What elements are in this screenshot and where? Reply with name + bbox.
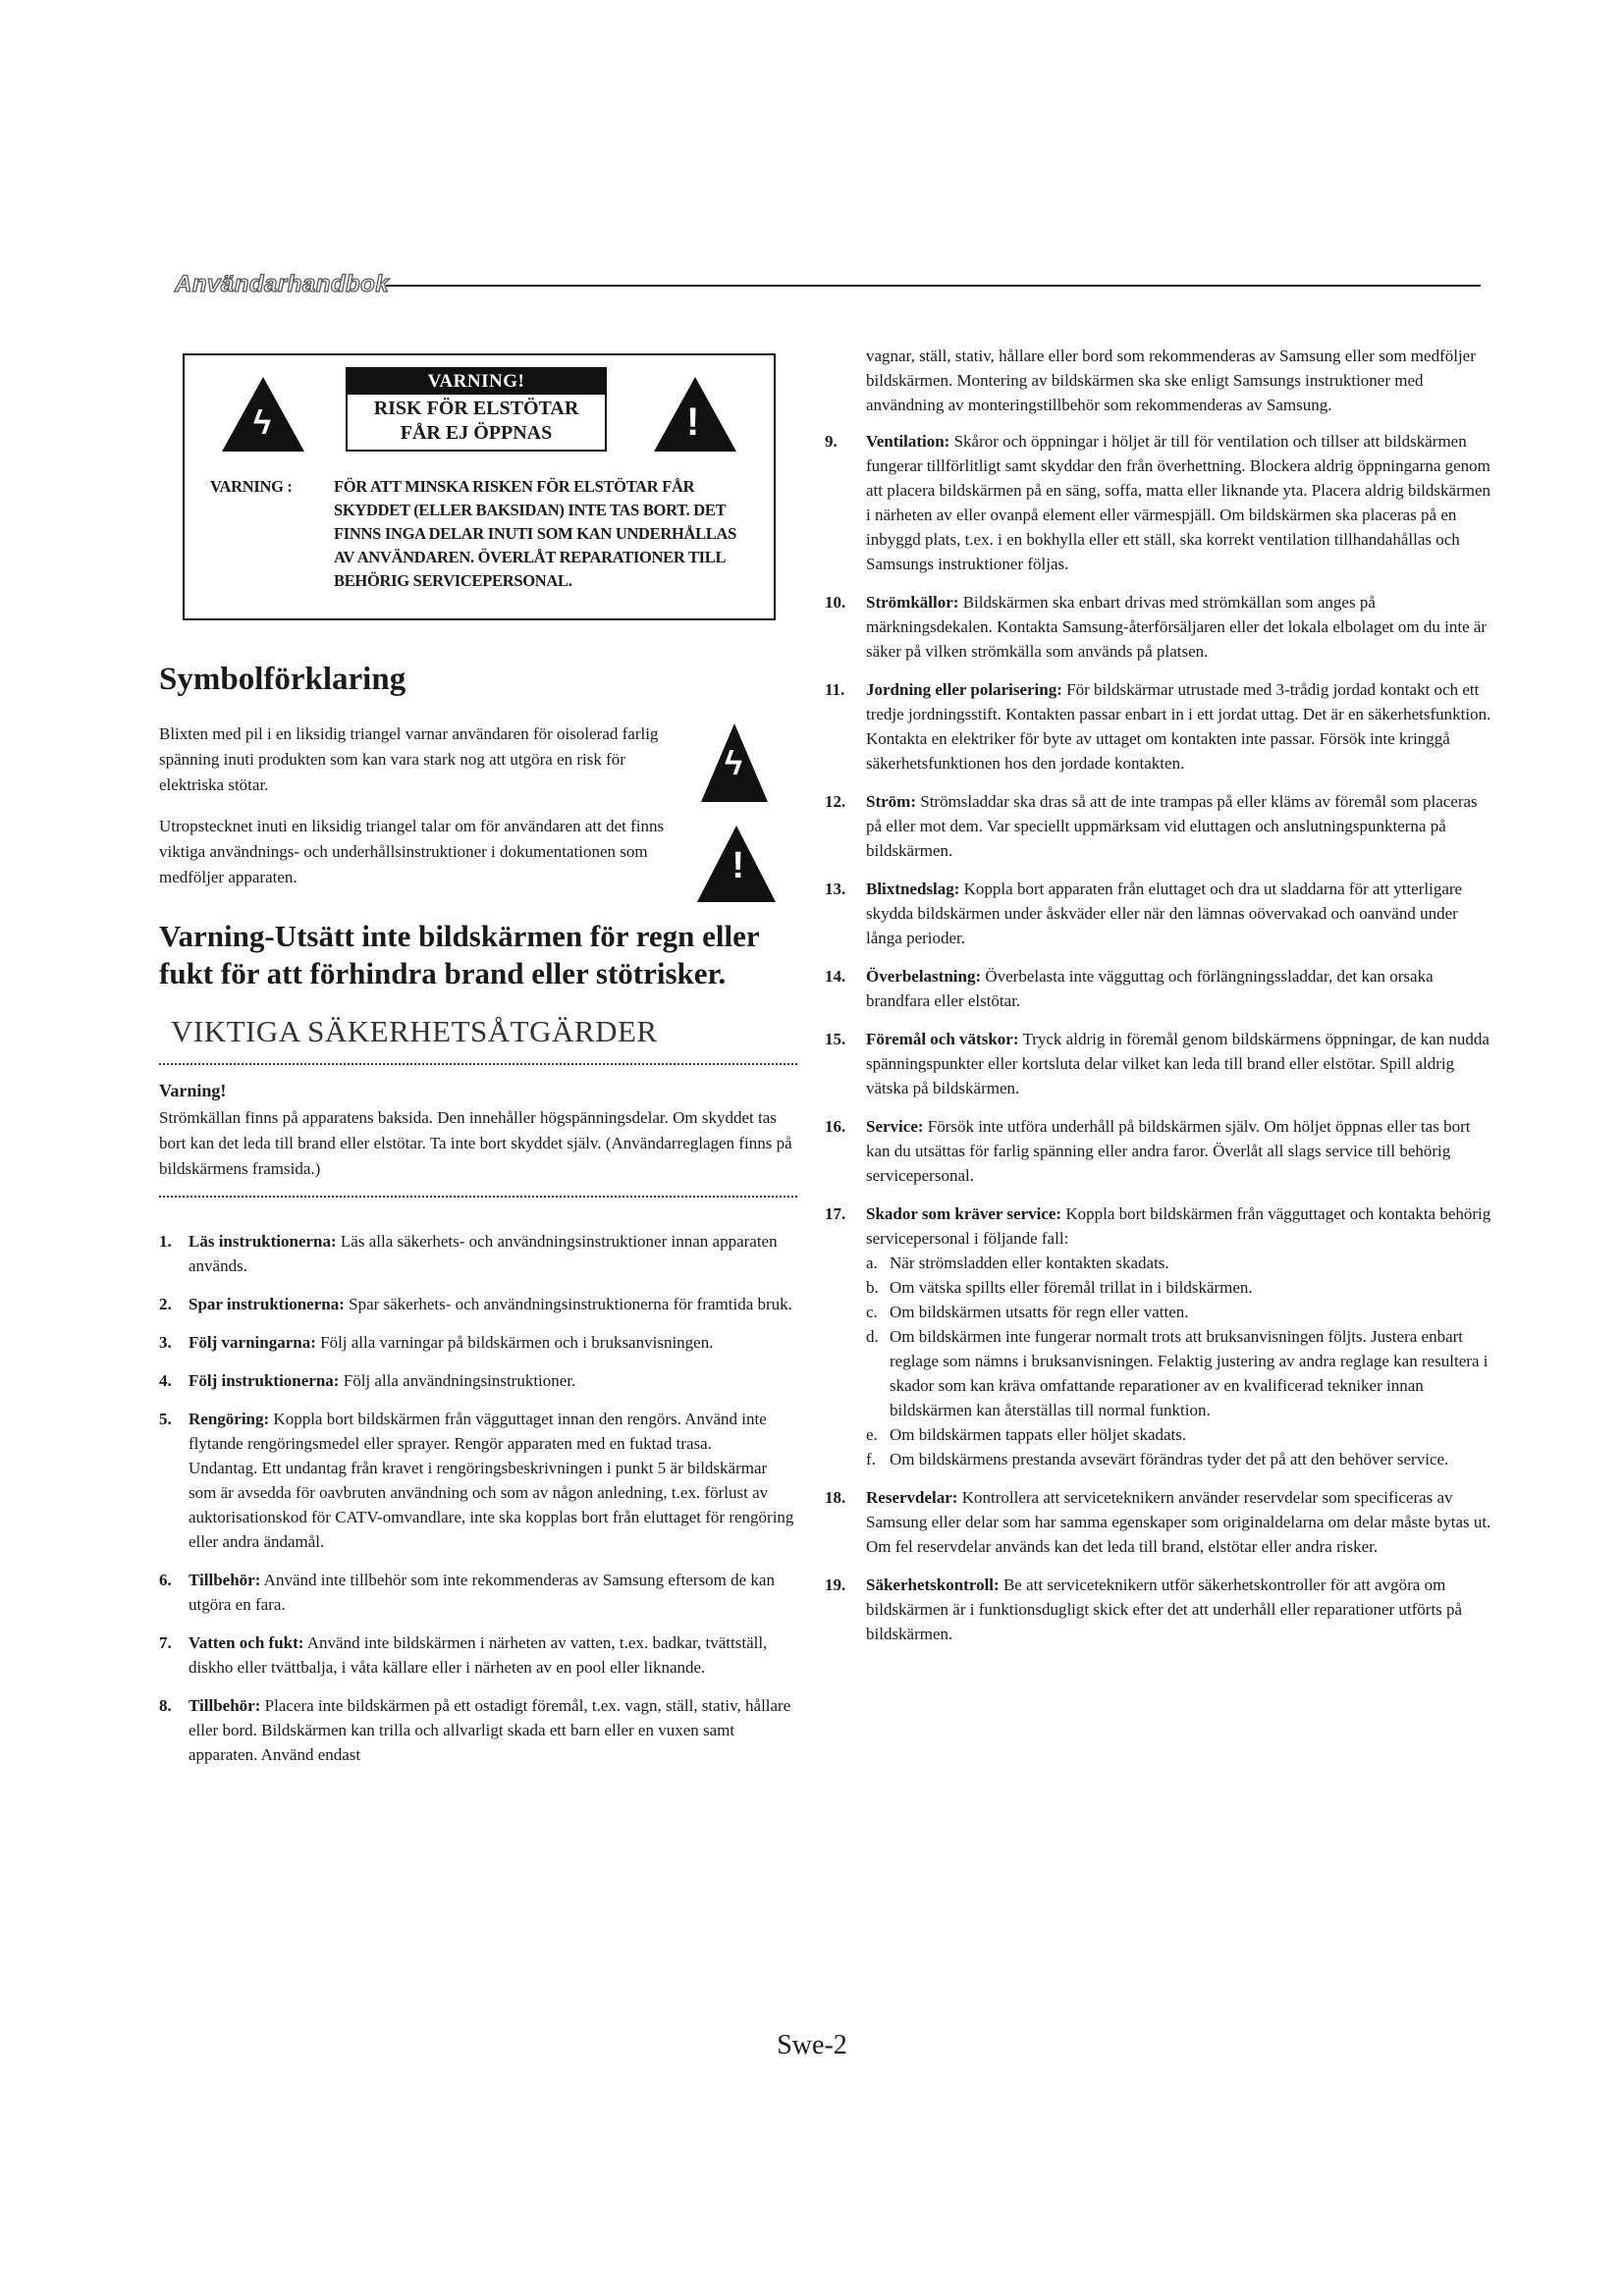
sub-item: f. Om bildskärmens prestanda avsevärt förändras tyder det på att den behöver service. [866,1450,1449,1468]
sub-item: a. När strömsladden eller kontakten skadats. [866,1254,1169,1272]
warning-body: FÖR ATT MINSKA RISKEN FÖR ELSTÖTAR FÅR SKYDDET (ELLER BAKSIDAN) INTE TAS BORT. DET FINNS INGA DELAR INUTI SOM KAN UNDERHÅLLAS AV ANVÄNDAREN. ÖVERLÅT REPARATIONER TILL BEHÖRIG SERVICEPERSONAL. [334,477,737,590]
symbol-lightning-row [159,721,797,798]
important-title: VIKTIGA SÄKERHETSÅTGÄRDER [171,1014,658,1048]
risk-line-2: FÅR EJ ÖPPNAS [400,422,553,444]
exclamation-glyph: ! [686,400,700,444]
risk-body [348,395,605,450]
header-title: Användarhandbok [175,271,390,297]
list-item: 11. Jordning eller polarisering: För bildskärmar utrustade med 3-trådig jordad kontakt och ett tredje jordningsstift. Kontakten passar enbart in i ett jordat uttag. Det är en säkerhetsfunktion. Kontakta en elektriker för byte av uttaget om kontakten inte passar. Försök inte kringgå säkerhetsfunktionen hos den jordade kontakten. [825,680,1491,773]
list-item: 15. Föremål och vätskor: Tryck aldrig in föremål genom bildskärmens öppningar, de kan nudda spänningspunkter eller kortsluta delar vilket kan leda till brand eller elstötar. Spill aldrig vätska på bildskärmen. [825,1030,1489,1097]
right-column [825,344,1492,1660]
warning-box [183,353,776,620]
list-item: 18. Reservdelar: Kontrollera att serviceteknikern använder reservdelar som specificeras av Samsung eller delar som har samma egenskaper som originaldelarna om delar måste bytas ut. Om fel reservdelar används kan det leda till brand, elstötar eller andra risker. [825,1488,1491,1556]
lightning-glyph: ϟ [253,404,271,442]
list-item: 2. Spar instruktionerna: Spar säkerhets- och användningsinstruktionerna för framtida bruk. [159,1295,792,1313]
dotted-divider [159,1063,797,1065]
list-item: 6. Tillbehör: Använd inte tillbehör som inte rekommenderas av Samsung eftersom de kan utgöra en fara. [159,1571,775,1614]
right-instruction-list [825,429,1492,1646]
symbol-exclamation-row [159,814,797,890]
left-instruction-list [159,1229,797,1767]
list-item: 17. Skador som kräver service: Koppla bort bildskärmen från vägguttaget och kontakta behörig servicepersonal i följande fall: a. När strömsladden eller kontakten skadats. b. Om vätska spillts eller föremål trillat in i bildskärmen. c. Om bildskärmen utsatts för regn eller vatten. d. Om bildskärmen inte fungerar normalt trots att bruksanvisningen följts. Justera enbart reglage som nämns i bruksanvisningen. Felaktig justering av andra reglage kan resultera i skador som kan kräva omfattande reparationer av en kvalificerad tekniker innan bildskärmen kan återställas till normal funktion. e. Om bildskärmen tappats eller höljet skadats. f. Om bildskärmens prestanda avsevärt förändras tyder det på att den behöver service. [825,1201,1492,1471]
lightning-glyph: ϟ [725,745,742,782]
dotted-divider [159,1196,797,1198]
item8-continuation: vagnar, ställ, stativ, hållare eller bord som rekommenderas av Samsung eller som medföljer bildskärmen. Montering av bildskärmen ska ske enligt Samsungs instruktioner med användning av monteringstillbehör som rekommenderas av Samsung. [866,347,1476,414]
list-item: 1. Läs instruktionerna: Läs alla säkerhets- och användningsinstruktioner innan apparaten används. [159,1232,778,1275]
item5-exception: Undantag. Ett undantag från kravet i rengöringsbeskrivningen i punkt 5 är bildskärmar som är avsedda för oavbruten användning och som av någon anledning, t.ex. förlust av auktorisationskod för CATV-omvandlare, inte ska kopplas bort från eluttaget för rengöring eller andra ändamål. [189,1459,794,1551]
risk-line-1: RISK FÖR ELSTÖTAR [373,398,579,419]
sub-item: d. Om bildskärmen inte fungerar normalt trots att bruksanvisningen följts. Justera enbart reglage som nämns i bruksanvisningen. Felaktig justering av andra reglage kan resultera i skador som kan kräva omfattande reparationer av en kvalificerad tekniker innan bildskärmen kan återställas till normal funktion. [866,1327,1489,1419]
sub-item: e. Om bildskärmen tappats eller höljet skadats. [866,1425,1187,1444]
exclamation-explanation: Utropstecknet inuti en liksidig triangel talar om för användaren att det finns viktiga användnings- och underhållsinstruktioner i dokumentationen som medföljer apparaten. [159,817,665,886]
exclamation-glyph: ! [731,845,744,886]
list-item: 7. Vatten och fukt: Använd inte bildskärmen i närheten av vatten, t.ex. badkar, tvättställ, diskho eller tvättbalja, i våta källare eller i närheten av en pool eller liknande. [159,1633,768,1677]
list-item: 4. Följ instruktionerna: Följ alla användningsinstruktioner. [159,1371,576,1390]
list-item: 19. Säkerhetskontroll: Be att serviceteknikern utför säkerhetskontroller för att avgöra om bildskärmen är i funktionsdugligt skick efter det att underhåll eller reparationer utförts på bildskärmen. [825,1575,1463,1643]
sub-item: c. Om bildskärmen utsatts för regn eller vatten. [866,1303,1189,1321]
left-column [159,353,797,1781]
page-header [175,265,1481,304]
item17-sublist [866,1251,1492,1471]
rain-warning: Varning-Utsätt inte bildskärmen för regn eller fukt för att förhindra brand eller stötrisker. [159,919,760,990]
list-item: 5. Rengöring: Koppla bort bildskärmen från vägguttaget innan den rengörs. Använd inte flytande rengöringsmedel eller sprayer. Rengör apparaten med en fuktad trasa. Undantag. Ett undantag från kravet i rengöringsbeskrivningen i punkt 5 är bildskärmar som är avsedda för oavbruten användning och som av någon anledning, t.ex. förlust av auktorisationskod för CATV-omvandlare, inte ska kopplas bort från eluttaget för rengöring eller andra ändamål. [159,1407,797,1554]
list-item: 10. Strömkällor: Bildskärmen ska enbart drivas med strömkällan som anges på märkningsdekalen. Kontakta Samsung-återförsäljaren eller det lokala elbolaget om du inte är säker på vilken strömkälla som används på platsen. [825,593,1488,661]
warning-subtitle: Varning! [159,1081,227,1100]
warning-paragraph: Strömkällan finns på apparatens baksida. Den innehåller högspänningsdelar. Om skyddet tas bort kan det leda till brand eller elstötar. Ta inte bort skyddet själv. (Användarreglagen finns på bildskärmens framsida.) [159,1108,792,1178]
warning-label: VARNING : [210,477,293,496]
list-item: 14. Överbelastning: Överbelasta inte vägguttag och förlängningssladdar, det kan orsaka brandfara eller elstötar. [825,967,1434,1010]
warning-text [210,475,760,593]
list-item: 13. Blixtnedslag: Koppla bort apparaten från eluttaget och dra ut sladdarna för att ytterligare skydda bildskärmen under åskväder eller när den lämnas oövervakad och oanvänd under långa perioder. [825,880,1463,947]
list-item: 8. Tillbehör: Placera inte bildskärmen på ett ostadigt föremål, t.ex. vagn, ställ, stativ, hållare eller bord. Bildskärmen kan trilla och allvarligt skada ett barn eller en vuxen samt apparaten. Använd endast [159,1696,791,1764]
list-item: 12. Ström: Strömsladdar ska dras så att de inte trampas på eller kläms av föremål som placeras på eller mot dem. Var speciellt uppmärksam vid eluttagen och anslutningspunkterna på bildskärmen. [825,792,1478,860]
list-item: 16. Service: Försök inte utföra underhåll på bildskärmen själv. Om höljet öppnas eller tas bort kan du utsättas för farlig spänning eller andra faror. Överlåt all slags service till behörig servicepersonal. [825,1117,1471,1185]
risk-box [346,367,607,452]
list-item: 9. Ventilation: Skåror och öppningar i höljet är till för ventilation och tillser att bildskärmen fungerar tillförlitligt samt skyddar den från överhettning. Blockera aldrig öppningarna genom att placera bildskärmen på en säng, soffa, matta eller liknande yta. Placera aldrig bildskärmen i närheten av eller ovanpå element eller värmespjäll. Om bildskärmen ska placeras på en inbyggd plats, t.ex. i en bokhylla eller ett ställ, ska korrekt ventilation tillhandahållas och Samsungs instruktioner följas. [825,432,1490,573]
sub-item: b. Om vätska spillts eller föremål trillat in i bildskärmen. [866,1278,1253,1297]
symbols-title: Symbolförklaring [159,662,406,697]
risk-head: VARNING! [348,369,605,395]
page-number: Swe-2 [777,2030,847,2060]
list-item: 3. Följ varningarna: Följ alla varningar på bildskärmen och i bruksanvisningen. [159,1333,714,1352]
header-rule [386,285,1481,287]
lightning-explanation: Blixten med pil i en liksidig triangel varnar användaren för oisolerad farlig spänning inuti produkten som kan vara stark nog att utgöra en risk för elektriska stötar. [159,724,659,794]
